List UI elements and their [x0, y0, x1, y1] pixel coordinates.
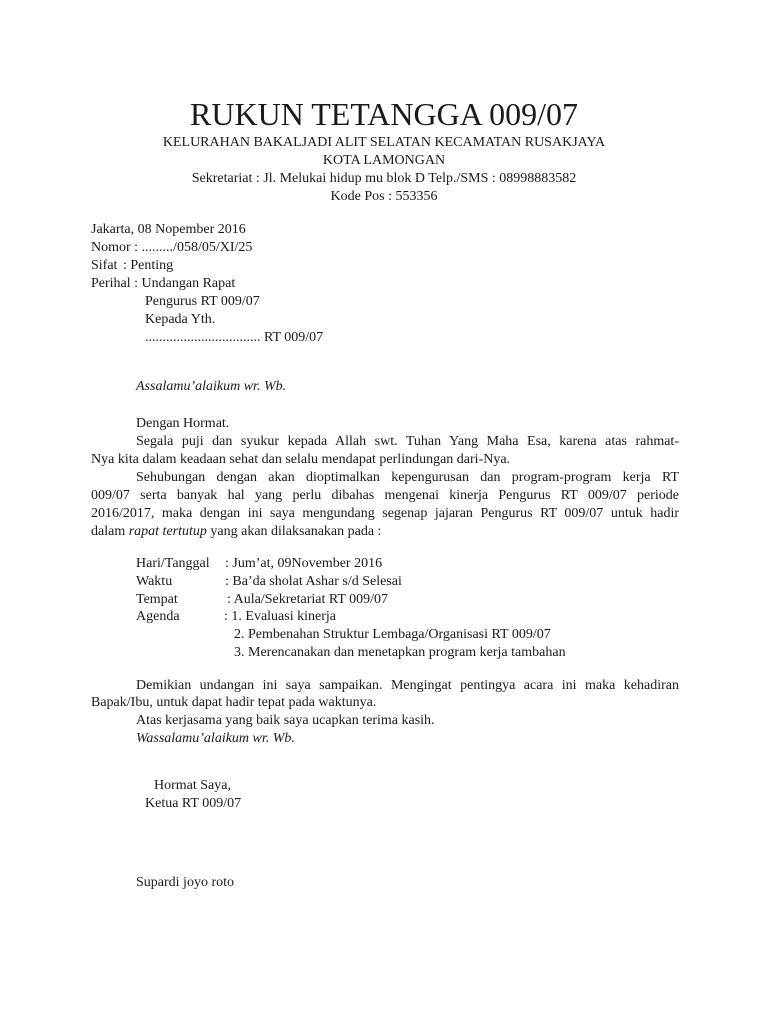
header-line-sekretariat: Sekretariat : Jl. Melukai hidup mu blok D Telp./SMS : 08998883582 [191, 171, 577, 186]
schedule-agenda-item-2: 2. Pembenahan Struktur Lembaga/Organisasi RT 009/07 [234, 627, 551, 642]
letter-sifat-label: Sifat [91, 258, 118, 273]
paragraph-1-line-1: Segala puji dan syukur kepada Allah swt. Tuhan Yang Maha Esa, karena atas rahmat- [136, 434, 679, 449]
header-line-kelurahan: KELURAHAN BAKALJADI ALIT SELATAN KECAMATAN RUSAKJAYA [162, 135, 606, 150]
greeting-hormat: Dengan Hormat. [136, 416, 230, 431]
letter-number: Nomor : ........./058/05/XI/25 [91, 240, 253, 255]
paragraph-2-line-3: 2016/2017, maka dengan ini saya mengundang segenap jajaran Pengurus RT 009/07 untuk hadir [91, 506, 679, 521]
schedule-waktu-label: Waktu [136, 574, 173, 589]
closing-wassalam: Wassalamu’alaikum wr. Wb. [136, 731, 295, 746]
schedule-agenda-item-1: : 1. Evaluasi kinerja [224, 609, 336, 624]
paragraph-2-line-4-italic: rapat tertutup [128, 524, 207, 539]
schedule-tempat-label: Tempat [136, 592, 178, 607]
paragraph-2-line-4 [91, 523, 381, 541]
schedule-hari-value: : Jum’at, 09November 2016 [225, 556, 383, 571]
schedule-waktu-value: : Ba’da sholat Ashar s/d Selesai [225, 574, 402, 589]
page-title: RUKUN TETANGGA 009/07 [190, 96, 578, 132]
letter-sifat-value: : Penting [123, 258, 174, 273]
schedule-hari-label: Hari/Tanggal [136, 556, 210, 571]
closing-thanks: Atas kerjasama yang baik saya ucapkan terima kasih. [136, 713, 435, 728]
paragraph-2-line-2: 009/07 serta banyak hal yang perlu dibahas mengenai kinerja Pengurus RT 009/07 periode [91, 488, 679, 503]
letter-perihal: Perihal : Undangan Rapat [91, 276, 236, 291]
schedule-agenda-label: Agenda [136, 609, 180, 624]
greeting-salam: Assalamu’alaikum wr. Wb. [136, 379, 287, 394]
signature-name: Supardi joyo roto [136, 875, 234, 890]
paragraph-2-line-4-post: yang akan dilaksanakan pada : [206, 524, 382, 539]
closing-line-1: Demikian undangan ini saya sampaikan. Mengingat pentingya acara ini maka kehadiran [136, 678, 679, 693]
paragraph-2-line-4-pre: dalam [91, 524, 129, 539]
schedule-agenda-item-3: 3. Merencanakan dan menetapkan program kerja tambahan [234, 645, 566, 660]
closing-line-2: Bapak/Ibu, untuk dapat hadir tepat pada waktunya. [91, 695, 377, 710]
paragraph-2-line-1: Sehubungan dengan akan dioptimalkan kepengurusan dan program-program kerja RT [136, 470, 679, 485]
letter-kepada: Kepada Yth. [145, 312, 216, 327]
signature-position: Ketua RT 009/07 [145, 796, 242, 811]
schedule-tempat-value: : Aula/Sekretariat RT 009/07 [227, 592, 389, 607]
paragraph-1-line-2: Nya kita dalam keadaan sehat dan selalu mendapat perlindungan dari-Nya. [91, 452, 511, 467]
header-line-kode-pos: Kode Pos : 553356 [330, 189, 438, 204]
letter-perihal-line2: Pengurus RT 009/07 [145, 294, 260, 309]
signature-hormat-saya: Hormat Saya, [154, 778, 231, 793]
letter-recipient: ................................. RT 009/07 [145, 330, 324, 345]
letter-date: Jakarta, 08 Nopember 2016 [91, 222, 246, 237]
header-line-kota: KOTA LAMONGAN [322, 153, 446, 168]
